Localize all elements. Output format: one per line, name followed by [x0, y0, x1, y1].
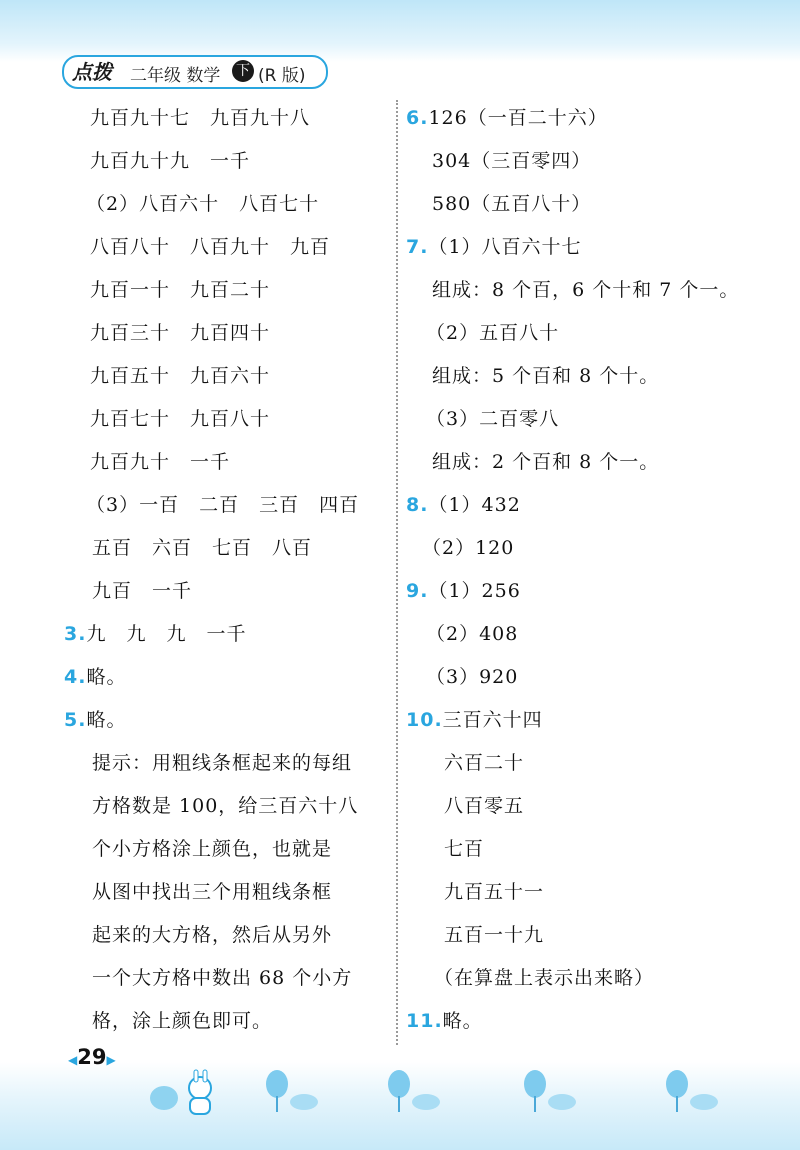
- hint-line: 起来的大方格，然后从另外: [92, 924, 333, 946]
- question-number: 9.: [406, 580, 429, 602]
- answer-line: （3）920: [426, 666, 519, 688]
- question-3: [64, 619, 246, 646]
- answer-text: 略。: [86, 666, 127, 688]
- answer-text: 126（一百二十六）: [428, 107, 608, 129]
- tree-icon: [384, 1068, 454, 1116]
- hint-line: 格，涂上颜色即可。: [92, 1010, 273, 1032]
- volume-badge: 下: [232, 60, 254, 82]
- question-10: [406, 705, 543, 732]
- top-decoration-band: [0, 0, 800, 62]
- answer-line: 八百零五: [444, 795, 525, 817]
- answer-text: （1）八百六十七: [428, 236, 582, 258]
- question-number: 6.: [406, 107, 429, 129]
- answer-line: 组成：8 个百，6 个十和 7 个一。: [432, 279, 740, 301]
- answer-line: 组成：5 个百和 8 个十。: [432, 365, 660, 387]
- question-6: [406, 103, 608, 130]
- left-triangle-icon: ◀: [68, 1053, 78, 1067]
- question-number: 3.: [64, 623, 87, 645]
- answer-line: （3）一百 二百 三百 四百: [86, 494, 360, 516]
- answer-line: （3）二百零八: [426, 408, 560, 430]
- answer-line: 九百九十七 九百九十八: [90, 107, 311, 129]
- question-7: [406, 232, 582, 259]
- answer-text: （1）432: [428, 494, 521, 516]
- answer-line: （2）八百六十 八百七十: [86, 193, 320, 215]
- answer-line: 五百一十九: [444, 924, 545, 946]
- answer-line: 九百五十 九百六十: [90, 365, 271, 387]
- question-number: 5.: [64, 709, 87, 731]
- question-number: 8.: [406, 494, 429, 516]
- answer-text: 略。: [86, 709, 127, 731]
- answer-line: 九百 一千: [92, 580, 193, 602]
- answer-line: （在算盘上表示出来略）: [434, 967, 655, 989]
- column-divider: [396, 100, 398, 1045]
- page-number: ◀29▶: [68, 1045, 116, 1069]
- answer-line: （2）408: [426, 623, 519, 645]
- answer-line: 九百七十 九百八十: [90, 408, 271, 430]
- answer-line: 九百一十 九百二十: [90, 279, 271, 301]
- tree-icon: [262, 1068, 332, 1116]
- tree-icon: [520, 1068, 590, 1116]
- question-number: 11.: [406, 1010, 443, 1032]
- book-series-title: 二年级 数学: [130, 66, 221, 86]
- answer-line: 九百三十 九百四十: [90, 322, 271, 344]
- hint-line: 个小方格涂上颜色，也就是: [92, 838, 333, 860]
- question-8: [406, 490, 521, 517]
- answer-line: 组成：2 个百和 8 个一。: [432, 451, 660, 473]
- question-number: 4.: [64, 666, 87, 688]
- hint-line: 提示：用粗线条框起来的每组: [92, 752, 353, 774]
- answer-line: 五百 六百 七百 八百: [92, 537, 313, 559]
- answer-line: （2）五百八十: [426, 322, 560, 344]
- answer-line: 七百: [444, 838, 485, 860]
- answer-text: 三百六十四: [442, 709, 543, 731]
- answer-line: 八百八十 八百九十 九百: [90, 236, 331, 258]
- hint-line: 方格数是 100，给三百六十八: [92, 795, 359, 817]
- right-triangle-icon: ▶: [106, 1053, 116, 1067]
- brand-logo: 点拨: [72, 60, 112, 84]
- answer-line: 304（三百零四）: [432, 150, 592, 172]
- tree-icon: [662, 1068, 732, 1116]
- question-11: [406, 1006, 483, 1033]
- question-5: [64, 705, 126, 732]
- cartoon-animals-icon: [140, 1068, 230, 1120]
- answer-text: 九 九 九 一千: [86, 623, 247, 645]
- question-4: [64, 662, 126, 689]
- answer-line: 九百九十 一千: [90, 451, 231, 473]
- answer-text: （1）256: [428, 580, 521, 602]
- answer-text: 略。: [442, 1010, 483, 1032]
- answer-line: 九百五十一: [444, 881, 545, 903]
- answer-line: 六百二十: [444, 752, 525, 774]
- question-number: 7.: [406, 236, 429, 258]
- question-number: 10.: [406, 709, 443, 731]
- answer-line: 九百九十九 一千: [90, 150, 251, 172]
- edition-label: (R 版): [258, 66, 306, 86]
- hint-line: 从图中找出三个用粗线条框: [92, 881, 333, 903]
- question-9: [406, 576, 521, 603]
- answer-line: 580（五百八十）: [432, 193, 592, 215]
- answer-line: （2）120: [422, 537, 515, 559]
- hint-line: 一个大方格中数出 68 个小方: [92, 967, 353, 989]
